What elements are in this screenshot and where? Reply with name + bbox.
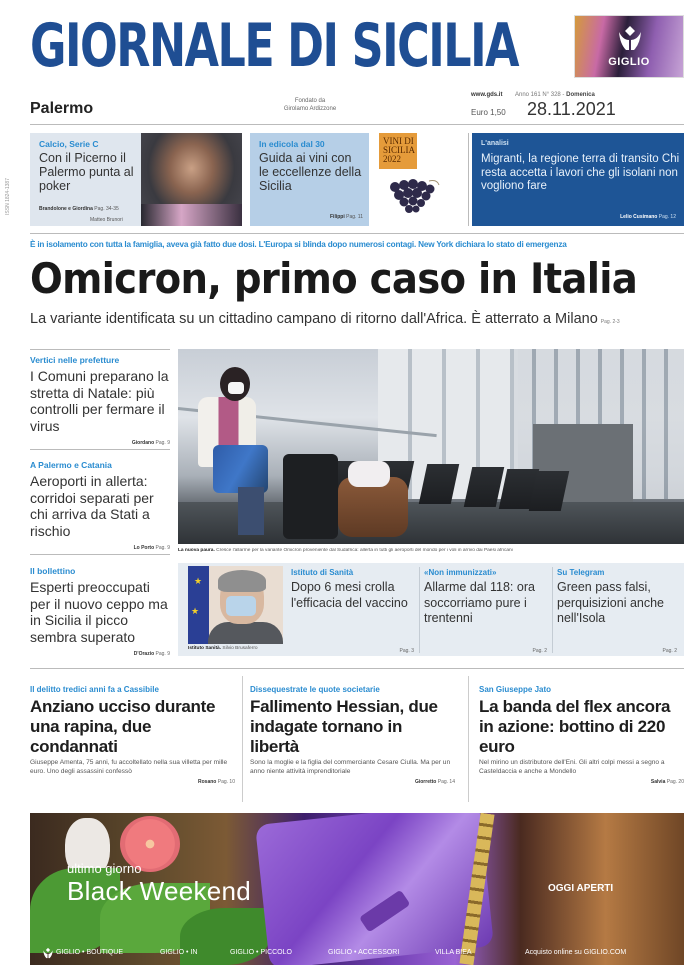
ad-online-link[interactable]: Acquisto online su GIGLIO.COM — [525, 949, 627, 956]
founded-note — [275, 97, 345, 113]
story-page: Pag. 2 — [662, 648, 677, 654]
box-photo-caption — [188, 646, 258, 651]
teaser-kicker: Calcio, Serie C — [39, 139, 99, 149]
issue-number — [515, 92, 595, 98]
caption-bold: La nuova paura. — [178, 548, 215, 553]
story-kicker: A Palermo e Catania — [30, 460, 112, 470]
story-byline — [30, 779, 235, 785]
teaser-byline — [620, 214, 676, 220]
byline-page: Pag. 34-35 — [94, 206, 119, 212]
story-headline: Anziano ucciso durante una rapina, due condannati — [30, 697, 216, 756]
byline-author: Lo Porto — [133, 545, 155, 551]
byline-page: Pag. 9 — [155, 651, 170, 657]
teaser-analysis[interactable] — [472, 133, 684, 226]
teaser-headline: Con il Picerno il Palermo punta al poker — [39, 151, 134, 193]
bag-label — [359, 890, 411, 933]
byline-authors: Filippi — [330, 214, 345, 220]
story-headline: I Comuni preparano la stretta di Natale: più controlli per fermare il virus — [30, 368, 169, 434]
story-kicker: Vertici nelle prefetture — [30, 355, 120, 365]
person-hair — [218, 570, 266, 592]
story-kicker: Il bollettino — [30, 566, 76, 576]
byline-page: Pag. 14 — [437, 779, 455, 786]
bottom-story-3[interactable] — [479, 685, 684, 785]
giglio-advert[interactable] — [30, 813, 684, 965]
footballer-photo — [141, 133, 242, 226]
byline-authors: Brandolone e Giordina — [39, 206, 93, 212]
story-byline — [30, 651, 170, 657]
teaser-headline: Guida ai vini con le eccellenze della Sicilia — [259, 151, 362, 193]
brusaferro-photo — [188, 566, 283, 644]
ad-store-boutique: GIGLIO • BOUTIQUE — [56, 949, 124, 956]
founded-label: Fondato da — [294, 98, 326, 104]
airport-photo — [178, 349, 684, 544]
price: Euro 1,50 — [471, 108, 506, 117]
story-page: Pag. 3 — [399, 648, 414, 654]
byline-page: Pag. 9 — [155, 440, 170, 446]
person-body — [208, 622, 283, 644]
traveller-legs — [238, 487, 264, 535]
ad-last-day: ultimo giorno — [67, 861, 142, 876]
wine-book-title: VINI DI SICILIA 2022 — [383, 136, 415, 164]
story-summary: Nel mirino un distributore dell'Eni. Gli altri colpi messi a segno a Casteldaccia e anche a Mondello — [479, 759, 665, 775]
traveller-blanket — [213, 445, 268, 493]
story-headline: Green pass falsi, perquisizioni anche nell'Isola — [557, 580, 665, 625]
masthead-rule — [30, 124, 684, 125]
story-divider — [242, 676, 243, 802]
founder-name: Girolamo Ardizzone — [283, 106, 337, 112]
bottom-story-1[interactable] — [30, 685, 235, 785]
teaser-byline — [330, 214, 363, 220]
lead-strap: È in isolamento con tutta la famiglia, aveva già fatto due dosi. L'Europa si blinda dopo numerosi contagi. New York dichiara lo stato di emergenza — [30, 240, 567, 249]
byline-author: Rosano — [198, 779, 217, 786]
lead-headline[interactable]: Omicron, primo caso in Italia — [30, 254, 638, 303]
issue-label: Anno 161 N° 328 - — [515, 92, 565, 98]
website-link[interactable]: www.gds.it — [471, 92, 503, 98]
wine-book-cover — [379, 133, 417, 169]
masthead-title: GIORNALE DI SICILIA — [30, 11, 518, 81]
covid-news-box — [178, 563, 684, 656]
giglio-lily-icon — [617, 24, 643, 52]
box-divider — [552, 567, 553, 653]
left-story-1[interactable] — [30, 355, 170, 450]
ad-store-piccolo: GIGLIO • PICCOLO — [230, 949, 292, 956]
photo-chair — [464, 467, 505, 507]
story-headline: Esperti preoccupati per il nuovo ceppo ma in Sicilia il picco sembra superato — [30, 579, 168, 645]
covid-story-1[interactable] — [291, 568, 416, 654]
photo-traveller — [198, 367, 278, 537]
story-kicker: Istituto di Sanità — [291, 568, 354, 577]
eu-star-icon: ★ — [191, 606, 200, 616]
teaser-calcio[interactable] — [30, 133, 242, 226]
subheadline-text: La variante identificata su un cittadino campano di ritorno dall'Africa. È atterrato a Milano — [30, 311, 598, 327]
left-story-2[interactable] — [30, 460, 170, 555]
subheadline-page: Pag. 2-3 — [600, 319, 620, 325]
teaser-headline: Migranti, la regione terra di transito Chi resta accetta i lavori che gli isolani non vogliono fare — [481, 153, 680, 192]
section-rule — [30, 233, 684, 234]
left-col-rule — [30, 349, 170, 350]
byline-authors: Lelio Cusimano — [620, 214, 658, 220]
byline-page: Pag. 9 — [155, 545, 170, 551]
photo-caption — [178, 548, 684, 553]
byline-page: Pag. 20 — [666, 779, 684, 786]
covid-story-3[interactable] — [557, 568, 679, 654]
caption-bold: Istituto Sanità. — [188, 646, 222, 651]
traveller-mask — [228, 382, 244, 394]
lead-subheadline — [30, 311, 684, 327]
byline-author: D'Orazio — [133, 651, 155, 657]
giglio-logo-text: GIGLIO — [608, 56, 650, 68]
ad-store-villa: VILLA BIEA — [435, 949, 472, 956]
ad-store-in: GIGLIO • IN — [160, 949, 198, 956]
story-byline — [30, 545, 170, 551]
ad-store-accessori: GIGLIO • ACCESSORI — [328, 949, 400, 956]
caption-text: Cresce l'allarme per la variante Omicron proveniente dal Sudafrica: allerta in tutti gli aeroporti del mondo per i voli in arrivo dai Paesi africani — [216, 548, 513, 553]
left-story-3[interactable] — [30, 566, 170, 657]
ad-open-today: OGGI APERTI — [548, 883, 614, 894]
teaser-divider — [468, 133, 469, 226]
story-headline: Aeroporti in allerta: corridoi separati per chi arriva da Stati a rischio — [30, 473, 154, 539]
weekday: Domenica — [566, 92, 595, 98]
story-kicker: San Giuseppe Jato — [479, 685, 552, 694]
story-summary: Sono la moglie e la figlia del commerciante Cesare Ciulla. Ma per un anno niente attività imprenditoriale — [250, 759, 451, 775]
photo-backpack — [283, 454, 338, 539]
giglio-ad-box[interactable] — [574, 15, 684, 78]
byline-author: Giordano — [131, 440, 155, 446]
teaser-wine-guide[interactable] — [250, 133, 369, 226]
giglio-lily-icon — [42, 947, 54, 959]
issue-date: 28.11.2021 — [527, 99, 616, 119]
covid-story-2[interactable] — [424, 568, 549, 654]
photo-bundle — [348, 461, 390, 487]
story-rule — [30, 554, 170, 555]
story-headline: Fallimento Hessian, due indagate tornano in libertà — [250, 697, 438, 756]
caption-text: Silvio Brusaferro — [222, 646, 258, 651]
masthead-info-bar — [30, 88, 684, 124]
byline-page: Pag. 10 — [217, 779, 235, 786]
story-divider — [468, 676, 469, 802]
story-headline: Allarme dal 118: ora soccorriamo pure i trentenni — [424, 580, 535, 625]
edition-city: Palermo — [30, 100, 94, 117]
byline-page: Pag. 11 — [346, 214, 363, 220]
story-byline — [30, 440, 170, 446]
bottom-rule — [30, 668, 684, 669]
story-headline: La banda del flex ancora in azione: bottino di 220 euro — [479, 697, 671, 756]
person-mask — [226, 596, 256, 616]
box-divider — [419, 567, 420, 653]
issn-note: ISSN 1824-1387 — [5, 178, 11, 215]
story-kicker: Su Telegram — [557, 568, 605, 577]
story-byline — [250, 779, 455, 785]
byline-page: Pag. 12 — [658, 214, 676, 220]
ad-black-weekend: Black Weekend — [67, 876, 252, 906]
shirt-shape — [141, 204, 242, 226]
grapes-icon — [385, 177, 441, 215]
photo-credit: Matteo Brunori — [90, 217, 123, 223]
story-kicker: «Non immunizzati» — [424, 568, 497, 577]
story-byline — [479, 779, 684, 785]
ad-footer — [30, 947, 684, 961]
bottom-story-2[interactable] — [250, 685, 455, 785]
ad-purple-bag — [255, 813, 494, 965]
story-summary: Giuseppe Amenta, 75 anni, fu accoltellato nella sua villetta per mille euro. Uno degli assassini confessò — [30, 759, 228, 775]
story-rule — [30, 449, 170, 450]
story-kicker: Dissequestrate le quote societarie — [250, 685, 380, 694]
wine-book-image — [375, 133, 465, 226]
teaser-kicker: L'analisi — [481, 140, 509, 147]
byline-author: Salvia — [650, 779, 666, 786]
byline-author: Giorretto — [414, 779, 437, 786]
story-kicker: Il delitto tredici anni fa a Cassibile — [30, 685, 159, 694]
teaser-byline — [39, 206, 119, 212]
story-page: Pag. 2 — [532, 648, 547, 654]
teaser-kicker: In edicola dal 30 — [259, 139, 325, 149]
eu-star-icon: ★ — [194, 576, 203, 586]
story-headline: Dopo 6 mesi crolla l'efficacia del vaccino — [291, 580, 408, 610]
